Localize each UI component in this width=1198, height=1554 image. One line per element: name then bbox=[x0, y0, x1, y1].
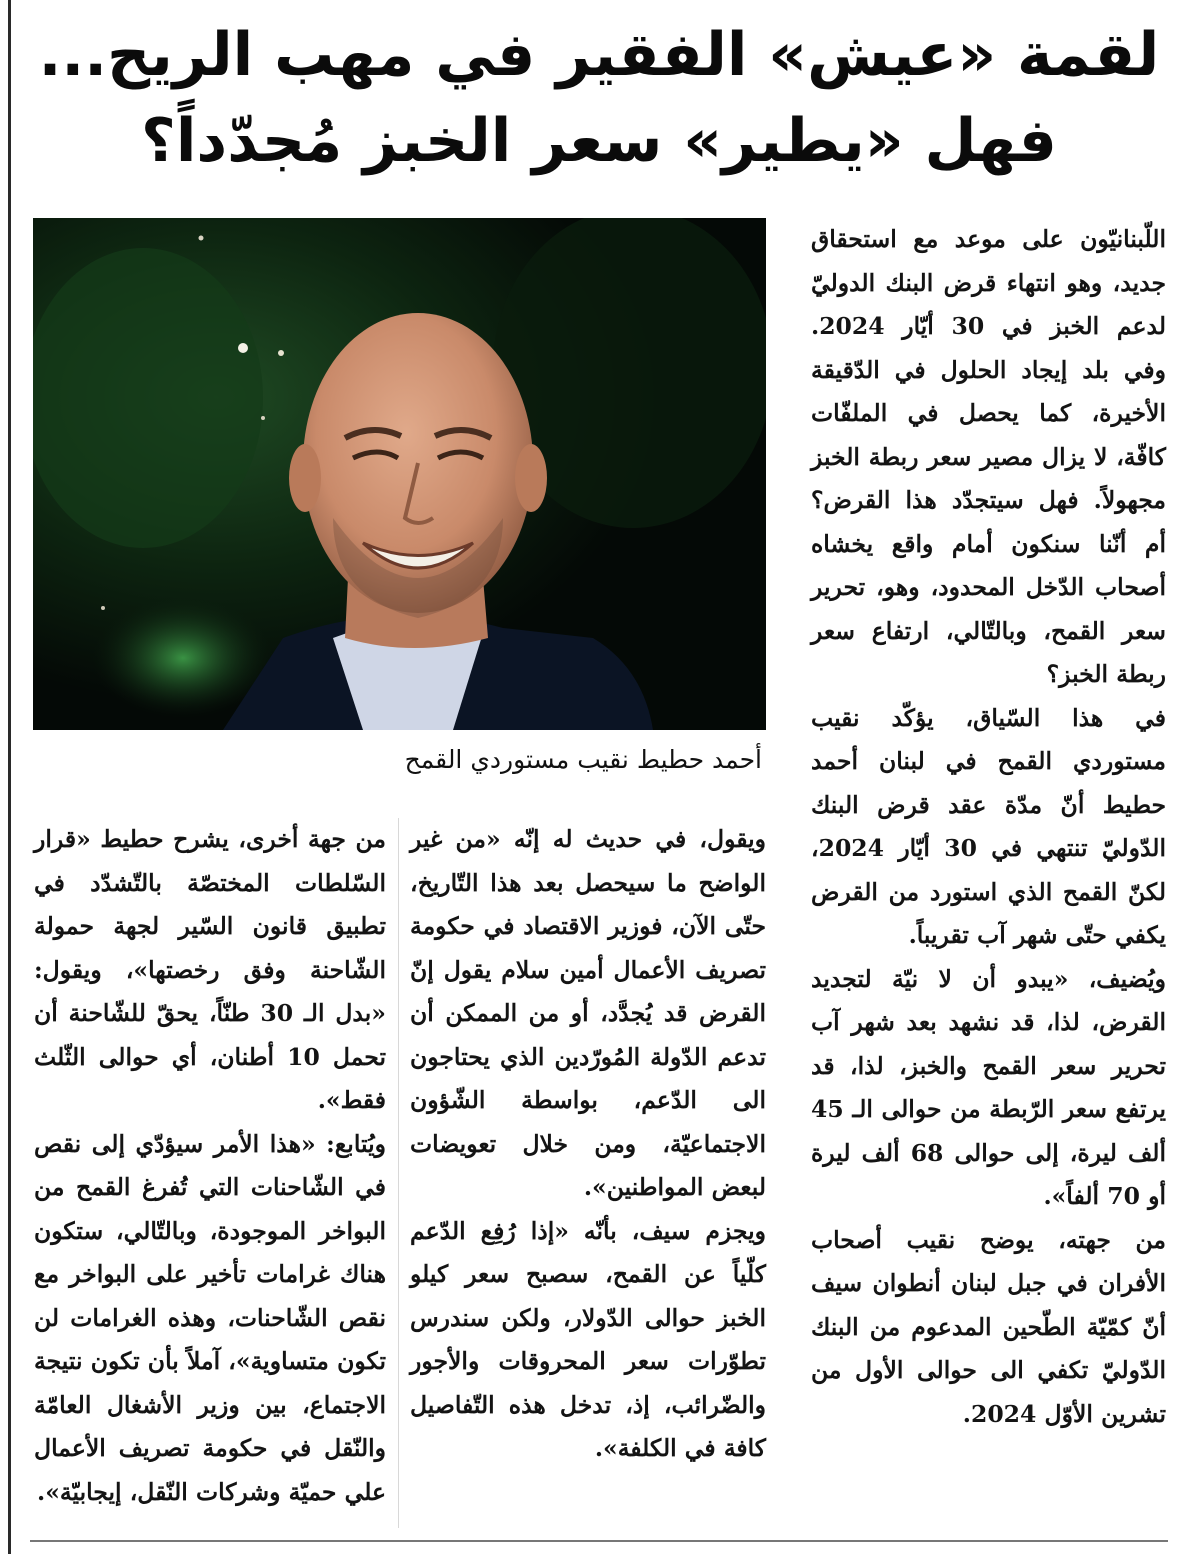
page-edge-rule bbox=[8, 0, 11, 1554]
paragraph: ويُتابع: «هذا الأمر سيؤدّي إلى نقص في الشّاحنات التي تُفرغ القمح من البواخر الموجودة، وبالتّالي، ستكون هناك غرامات تأخير على البواخر مع نقص الشّاحنات، وهذه الغرامات لن تكون متساوية»، آملاً بأن تكون نتيجة الاجتماع، بين وزير الأشغال العامّة والنّقل في حكومة تصريف الأعمال علي حميّة وشركات النّقل، إيجابيّة». bbox=[34, 1129, 386, 1506]
paragraph: اللّبنانيّون على موعد مع استحقاق جديد، وهو انتهاء قرض البنك الدوليّ لدعم الخبز في 30 أيّار 2024. وفي بلد إيجاد الحلول في الدّقيقة الأخيرة، كما يحصل في الملفّات كافّة، لا يزال مصير سعر ربطة الخبز مجهولاً. فهل سيتجدّد هذا القرض؟ أم أنّنا سنكون أمام واقع يخشاه أصحاب الدّخل المحدود، وهو، تحرير سعر القمح، وبالتّالي، ارتفاع سعر ربطة الخبز؟ bbox=[811, 225, 1166, 688]
paragraph: ويقول، في حديث له إنّه «من غير الواضح ما سيحصل بعد هذا التّاريخ، حتّى الآن، فوزير الاقتصاد في حكومة تصريف الأعمال أمين سلام يقول إنّ القرض قد يُجدَّد، أو من الممكن أن تدعم الدّولة المُورّدين الذي يحتاجون الى الدّعم، بواسطة الشّؤون الاجتماعيّة، ومن خلال تعويضات لبعض المواطنين». bbox=[410, 825, 766, 1201]
paragraph: ويُضيف، «يبدو أن لا نيّة لتجديد القرض، لذا، قد نشهد بعد شهر آب تحرير سعر القمح والخبز، لذا، قد يرتفع سعر الرّبطة من حوالى الـ 45 ألف ليرة، إلى حوالى 68 ألف ليرة أو 70 ألفاً». bbox=[811, 964, 1166, 1210]
paragraph: في هذا السّياق، يؤكّد نقيب مستوردي القمح في لبنان أحمد حطيط أنّ مدّة عقد قرض البنك الدّوليّ تنتهي في 30 أيّار 2024، لكنّ القمح الذي استورد من القرض يكفي حتّى شهر آب تقريباً. bbox=[811, 703, 1166, 949]
paragraph: ويجزم سيف، بأنّه «إذا رُفِع الدّعم كلّياً عن القمح، سصبح سعر كيلو الخبز حوالى الدّولار، ولكن سندرس تطوّرات سعر المحروقات والأجور والضّرائب، إذ، تدخل هذه التّفاصيل كافة في الكلفة». bbox=[410, 1216, 766, 1462]
article-column-right bbox=[811, 218, 1166, 1436]
headline-line-1: لقمة «عيش» الفقير في مهب الريح... bbox=[38, 20, 1160, 90]
paragraph: من جهة أخرى، يشرح حطيط «قرار السّلطات المختصّة بالتّشدّد في تطبيق قانون السّير لجهة حمولة الشّاحنة وفق رخصتها»، ويقول: «بدل الـ 30 طنّاً، يحقّ للشّاحنة أن تحمل 10 أطنان، أي حوالى الثّلث فقط». bbox=[34, 825, 386, 1114]
article-headline bbox=[30, 12, 1168, 184]
column-divider bbox=[398, 818, 399, 1528]
bottom-rule bbox=[30, 1540, 1168, 1542]
portrait-illustration bbox=[33, 218, 766, 730]
headline-line-2: فهل «يطير» سعر الخبز مُجدّداً؟ bbox=[141, 106, 1057, 176]
article-column-middle bbox=[410, 818, 766, 1471]
photo-caption: أحمد حطيط نقيب مستوردي القمح bbox=[404, 745, 762, 774]
portrait-photo bbox=[33, 218, 766, 730]
article-column-left bbox=[34, 818, 386, 1514]
paragraph: من جهته، يوضح نقيب أصحاب الأفران في جبل لبنان أنطوان سيف أنّ كمّيّة الطّحين المدعوم من البنك الدّوليّ تكفي الى حوالى الأول من تشرين الأوّل 2024. bbox=[811, 1225, 1166, 1428]
